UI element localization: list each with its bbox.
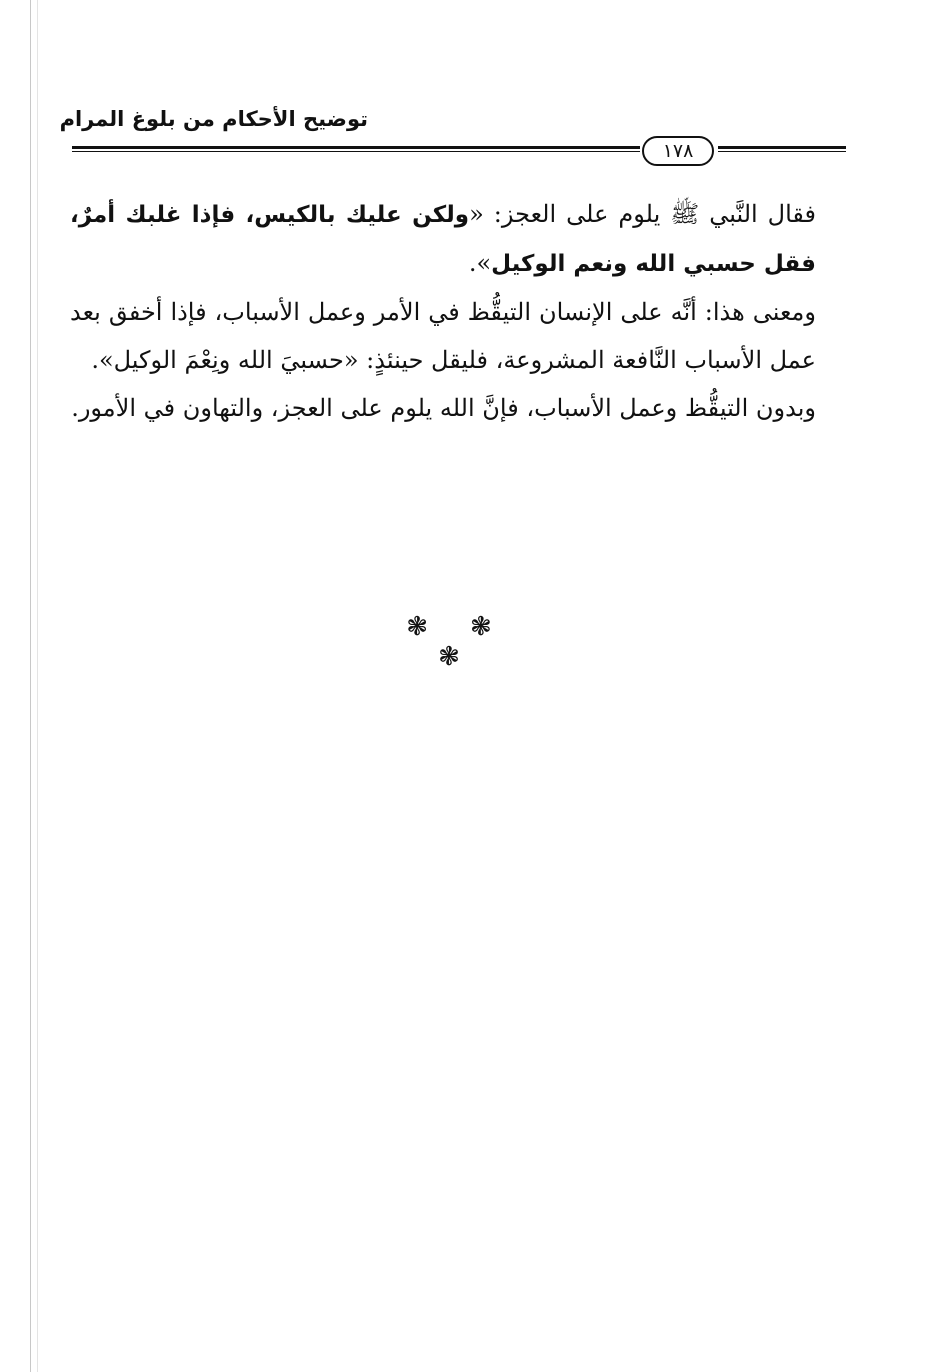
running-title: توضيح الأحكام من بلوغ المرام [59, 107, 368, 131]
paragraph-1-tail: ». [468, 249, 492, 277]
paragraph-1-lead: فقال النَّبي ﷺ يلوم على العجز: « [469, 200, 817, 228]
hadith-quote: ولكن عليك بالكيس، فإذا غلبك أمرٌ، فقل حسبي الله ونعم الوكيل [70, 202, 816, 277]
scan-edge [37, 0, 38, 1372]
paragraph-3: وبدون التيقُّظ وعمل الأسباب، فإنَّ الله يلوم على العجز، والتهاون في الأمور. [71, 394, 816, 422]
star-ornament-icon: ❃ [406, 612, 450, 642]
paragraph-2: ومعنى هذا: أنَّه على الإنسان التيقُّظ في الأمر وعمل الأسباب، فإذا أخفق بعد عمل الأسباب النَّافعة المشروعة، فليقل حينئذٍ: «حسبيَ الله ونِعْمَ الوكيل». [70, 298, 816, 374]
page-number: ١٧٨ [642, 136, 714, 166]
header-rule-left [72, 146, 640, 152]
paragraph-1 [70, 190, 816, 288]
star-ornament-icon: ❃ [470, 612, 514, 642]
body-text [70, 190, 816, 432]
header-rule-right [718, 146, 846, 152]
star-ornament-icon: ❃ [438, 642, 482, 672]
section-separator [380, 612, 540, 672]
scan-edge [30, 0, 31, 1372]
